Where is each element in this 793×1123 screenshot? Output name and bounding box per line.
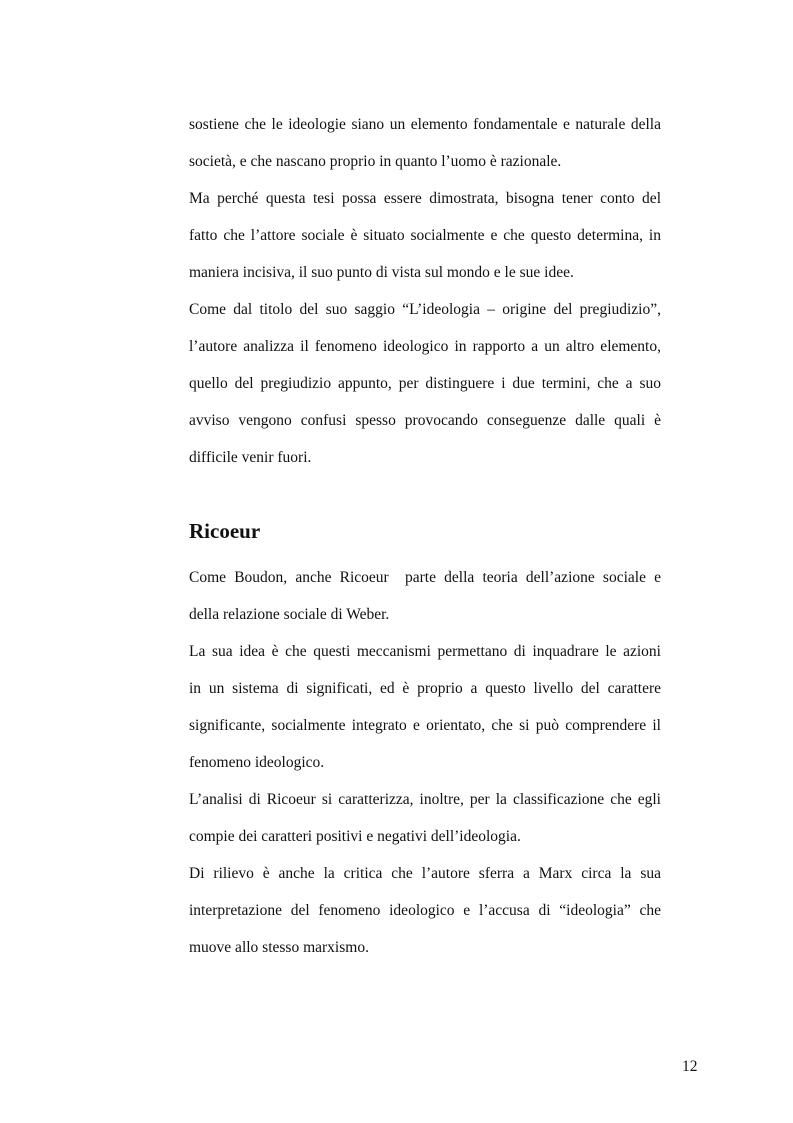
text-line: fenomeno ideologico. bbox=[189, 754, 325, 771]
text-line: significante, socialmente integrato e orientato, che si può comprendere il bbox=[189, 717, 661, 734]
paragraph bbox=[189, 855, 661, 966]
text-line: L’analisi di Ricoeur si caratterizza, inoltre, per la classificazione che egli bbox=[189, 791, 661, 808]
text-line: avviso vengono confusi spesso provocando conseguenze dalle quali è bbox=[189, 412, 661, 429]
paragraph bbox=[189, 559, 661, 633]
text-line: sostiene che le ideologie siano un elemento fondamentale e naturale della bbox=[189, 116, 661, 133]
paragraph bbox=[189, 106, 661, 180]
text-line: della relazione sociale di Weber. bbox=[189, 606, 390, 623]
text-line: Come dal titolo del suo saggio “L’ideologia – origine del pregiudizio”, bbox=[189, 301, 661, 318]
page-number: 12 bbox=[682, 1058, 698, 1075]
text-line: interpretazione del fenomeno ideologico e l’accusa di “ideologia” che bbox=[189, 902, 661, 919]
text-line: Ma perché questa tesi possa essere dimostrata, bisogna tener conto del bbox=[189, 190, 661, 207]
text-line: La sua idea è che questi meccanismi permettano di inquadrare le azioni bbox=[189, 643, 661, 660]
text-line: l’autore analizza il fenomeno ideologico in rapporto a un altro elemento, bbox=[189, 338, 661, 355]
section-heading: Ricoeur bbox=[189, 519, 261, 543]
paragraph bbox=[189, 291, 661, 476]
text-line: in un sistema di significati, ed è proprio a questo livello del carattere bbox=[189, 680, 661, 697]
text-line: società, e che nascano proprio in quanto l’uomo è razionale. bbox=[189, 153, 562, 170]
text-line: Come Boudon, anche Ricoeur parte della teoria dell’azione sociale e bbox=[189, 569, 661, 586]
text-line: maniera incisiva, il suo punto di vista sul mondo e le sue idee. bbox=[189, 264, 574, 281]
text-line: difficile venir fuori. bbox=[189, 449, 312, 466]
paragraph bbox=[189, 180, 661, 291]
section-intro-text bbox=[189, 106, 661, 476]
text-line: muove allo stesso marxismo. bbox=[189, 939, 369, 956]
text-line: compie dei caratteri positivi e negativi dell’ideologia. bbox=[189, 828, 521, 845]
text-line: Di rilievo è anche la critica che l’autore sferra a Marx circa la sua bbox=[189, 865, 661, 882]
paragraph bbox=[189, 633, 661, 781]
paragraph bbox=[189, 781, 661, 855]
section-ricoeur-text bbox=[189, 559, 661, 966]
text-line: quello del pregiudizio appunto, per distinguere i due termini, che a suo bbox=[189, 375, 661, 392]
text-line: fatto che l’attore sociale è situato socialmente e che questo determina, in bbox=[189, 227, 661, 244]
